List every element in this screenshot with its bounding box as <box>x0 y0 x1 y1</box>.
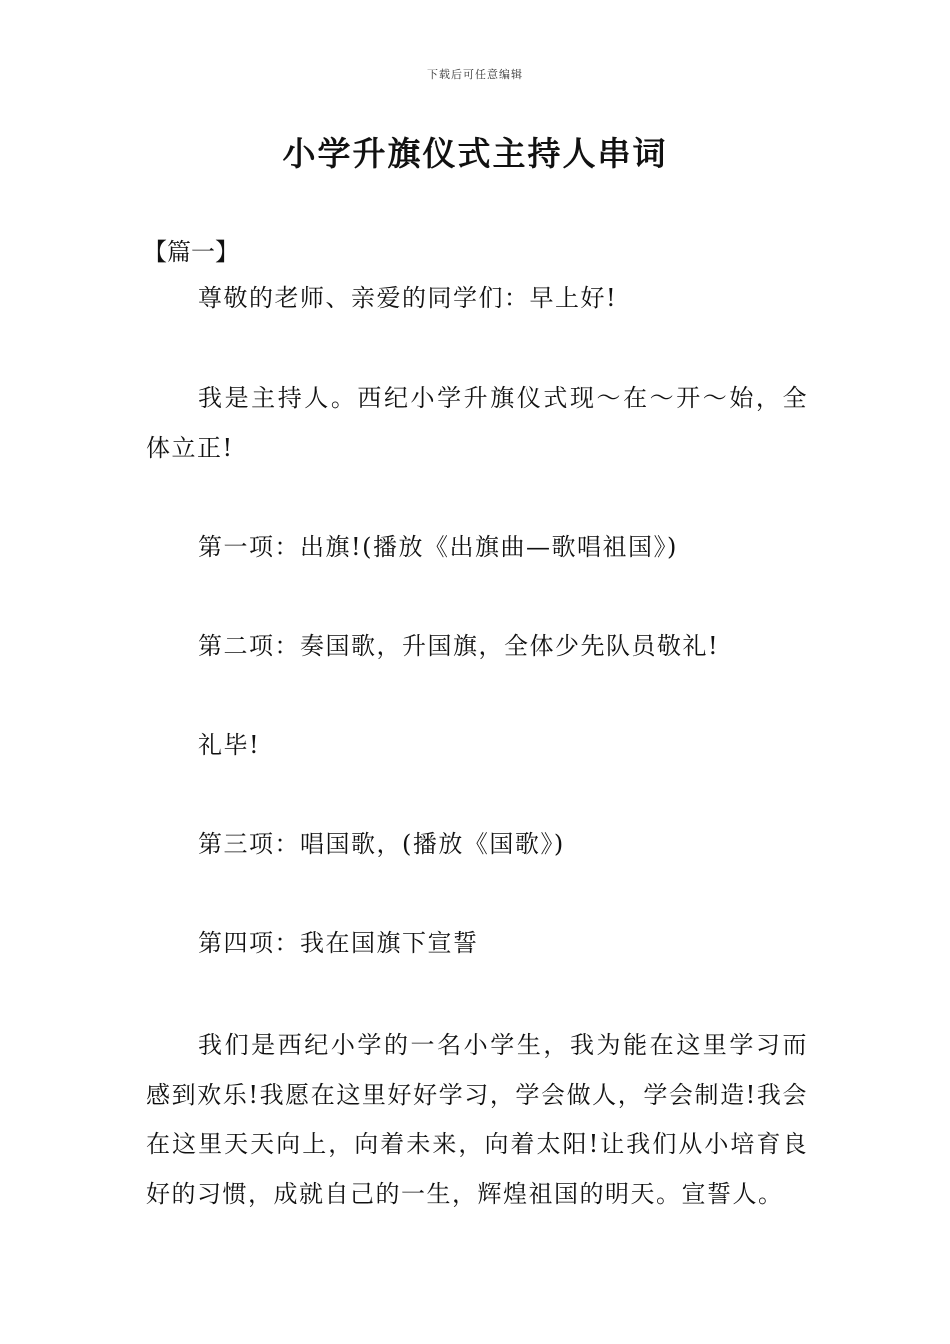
paragraph-item-four: 第四项：我在国旗下宣誓 <box>198 929 479 957</box>
header-note: 下载后可任意编辑 <box>427 68 523 81</box>
paragraph-item-two: 第二项：奏国歌，升国旗，全体少先队员敬礼! <box>198 632 720 660</box>
section-label: 【篇一】 <box>143 238 239 266</box>
paragraph-greeting: 尊敬的老师、亲爱的同学们：早上好! <box>198 284 618 312</box>
paragraph-item-three: 第三项：唱国歌，(播放《国歌》) <box>198 830 565 858</box>
paragraph-item-one: 第一项：出旗!(播放《出旗曲—歌唱祖国》) <box>198 533 678 561</box>
document-title: 小学升旗仪式主持人串词 <box>282 134 668 173</box>
paragraph-salute-end: 礼毕! <box>198 731 261 759</box>
paragraph-opening: 我是主持人。西纪小学升旗仪式现～在～开～始，全体立正! <box>146 384 808 462</box>
paragraph-oath: 我们是西纪小学的一名小学生，我为能在这里学习而感到欢乐!我愿在这里好好学习，学会做人，学会制造!我会在这里天天向上，向着未来，向着太阳!让我们从小培育良好的习惯，成就自己的一生，辉煌祖国的明天。宣誓人。 <box>146 1031 808 1208</box>
